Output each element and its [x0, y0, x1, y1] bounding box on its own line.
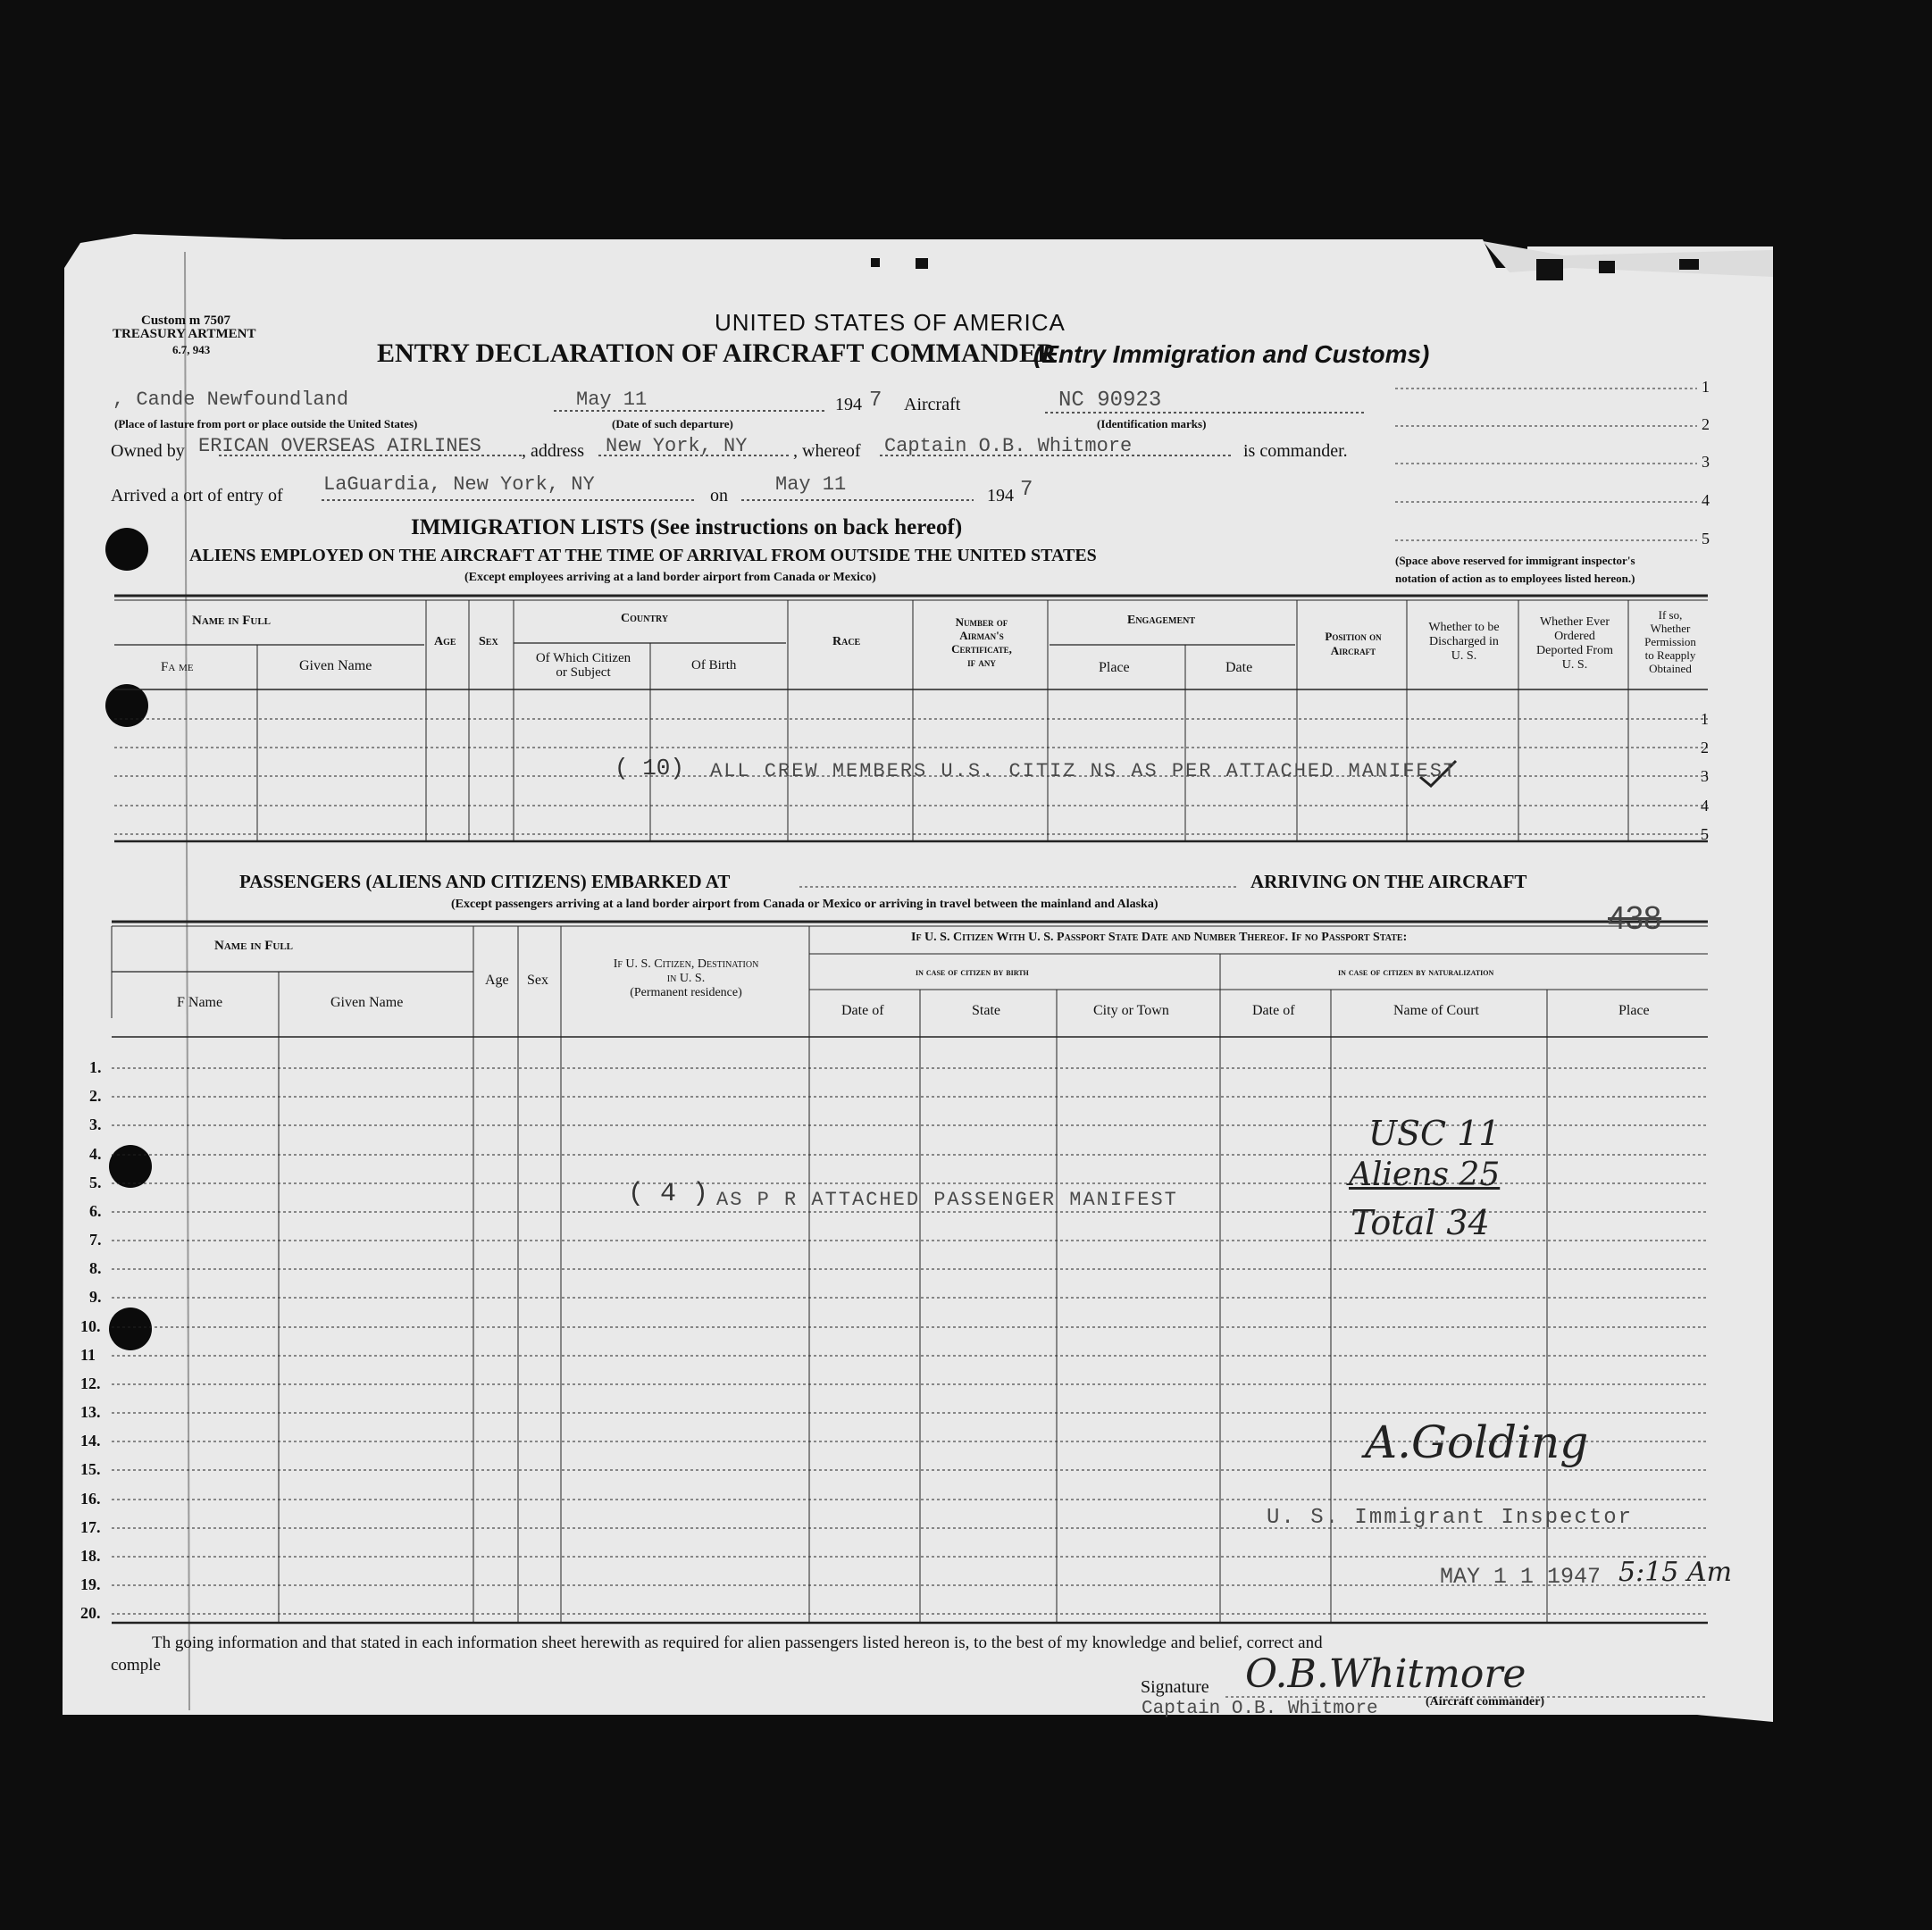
pax-header-date-birth: Date of [841, 1003, 884, 1018]
commander-suffix: is commander. [1243, 441, 1348, 461]
crew-header-date: Date [1225, 660, 1253, 675]
pax-row-number: 15. [80, 1460, 101, 1478]
immigration-title: IMMIGRATION LISTS (See instructions on back hereof) [411, 515, 963, 539]
crew-header-citizen: Of Which Citizen [535, 651, 631, 665]
reserved-line-number: 2 [1702, 415, 1710, 433]
crew-header-permission: Permission [1644, 635, 1696, 648]
reserved-line-number: 5 [1702, 530, 1710, 547]
form-title: ENTRY DECLARATION OF AIRCRAFT COMMANDER [377, 338, 1057, 368]
pax-row-number: 8. [89, 1259, 102, 1277]
pax-header-destination: (Permanent residence) [630, 986, 742, 999]
crew-row-number: 5 [1701, 825, 1709, 843]
passenger-count[interactable]: ( 4 ) [628, 1179, 709, 1209]
pax-header-destination: in U. S. [666, 972, 706, 985]
crew-header-position: Aircraft [1330, 644, 1376, 657]
pax-row-number: 4. [89, 1145, 102, 1163]
crew-header-family: Fa me [161, 660, 194, 674]
pax-row-number: 2. [89, 1087, 102, 1105]
reserved-line-number: 3 [1702, 453, 1710, 471]
check-mark-icon [1458, 750, 1459, 751]
crew-count[interactable]: ( 10) [615, 755, 685, 781]
aircraft-caption: (Identification marks) [1097, 417, 1207, 430]
immigration-note: (Except employees arriving at a land border airport from Canada or Mexico) [464, 571, 876, 584]
pax-header-by-naturalization: in case of citizen by naturalization [1338, 965, 1494, 978]
arrival-date[interactable]: May 11 [775, 473, 847, 496]
commander-name[interactable]: Captain O.B. Whitmore [884, 435, 1133, 457]
form-title-sub: (Entry Immigration and Customs) [1033, 340, 1430, 368]
pax-header-age: Age [485, 973, 509, 988]
pax-row-number: 1. [89, 1058, 102, 1076]
pax-row-number: 10. [80, 1317, 101, 1335]
pax-header-by-birth: in case of citizen by birth [916, 965, 1029, 978]
pax-row-number: 14. [80, 1432, 101, 1450]
crew-header-deported: U. S. [1561, 658, 1588, 672]
crew-row-number: 3 [1701, 767, 1709, 785]
pax-row-number: 6. [89, 1202, 102, 1220]
passengers-title: PASSENGERS (ALIENS AND CITIZENS) EMBARKED AT [239, 871, 731, 892]
crew-header-name: Name in Full [192, 614, 272, 628]
pax-header-court: Name of Court [1393, 1003, 1479, 1018]
punch-hole [105, 528, 148, 571]
pax-header-place: Place [1618, 1003, 1650, 1018]
crew-entry-text[interactable]: ALL CREW MEMBERS U.S. CITIZ NS AS PER ATTACHED MANIFEST [710, 760, 1458, 782]
inspector-stamp-date: MAY 1 1 1947 [1440, 1564, 1602, 1590]
crew-header-permission: Whether [1650, 622, 1691, 635]
passenger-entry-text[interactable]: AS P R ATTACHED PASSENGER MANIFEST [716, 1189, 1178, 1211]
inspector-time: 5:15 Am [1618, 1557, 1733, 1588]
year-prefix: 194 [835, 395, 862, 414]
place-caption: (Place of lasture from port or place outside the United States) [114, 417, 418, 430]
pax-header-given: Given Name [330, 995, 404, 1010]
place-of-departure[interactable]: , Cande Newfoundland [113, 389, 349, 411]
crew-header-deported: Whether Ever [1539, 615, 1610, 629]
port-of-entry[interactable]: LaGuardia, New York, NY [323, 473, 595, 496]
pax-header-sex: Sex [527, 973, 548, 988]
inspector-signature: A.Golding [1365, 1416, 1589, 1468]
whereof-label: , whereof [793, 441, 861, 461]
pax-header-passport: If U. S. Citizen With U. S. Passport State Date and Number Thereof. If no Passport State: [911, 931, 1408, 944]
declaration-text: Th going information and that stated in each information sheet herewith as required for alien passengers listed hereon is, to the best of my knowledge and belief, correct and [152, 1633, 1323, 1652]
crew-row-number: 1 [1701, 710, 1709, 728]
on-label: on [710, 486, 728, 505]
arrived-label: Arrived a ort of entry of [111, 486, 283, 505]
immigration-subtitle: ALIENS EMPLOYED ON THE AIRCRAFT AT THE TIME OF ARRIVAL FROM OUTSIDE THE UNITED STATES [189, 546, 1097, 565]
crew-header-airman: if any [967, 656, 996, 669]
crew-header-given: Given Name [299, 658, 372, 673]
commander-typed-name: Captain O.B. Whitmore [1142, 1699, 1378, 1719]
reserved-note: notation of action as to employees listed hereon.) [1395, 572, 1635, 585]
country-heading: UNITED STATES OF AMERICA [715, 309, 1066, 336]
crew-header-citizen: or Subject [556, 665, 611, 680]
date-caption: (Date of such departure) [612, 417, 733, 430]
crew-row-number: 4 [1701, 797, 1709, 815]
reserved-line-number: 4 [1702, 491, 1710, 509]
address[interactable]: New York, NY [606, 435, 748, 457]
crew-header-permission: Obtained [1649, 662, 1692, 675]
crew-header-permission: If so, [1658, 608, 1683, 622]
arrival-year-prefix: 194 [987, 486, 1014, 505]
date-of-departure[interactable]: May 11 [576, 389, 648, 411]
crew-header-airman: Airman's [959, 629, 1004, 642]
pax-row-number: 3. [89, 1115, 102, 1133]
punch-hole [109, 1145, 152, 1188]
declaration-text-cont: comple [111, 1656, 161, 1675]
reserved-note: (Space above reserved for immigrant inspector's [1395, 554, 1635, 567]
pax-row-number: 16. [80, 1490, 101, 1508]
pax-row-number: 5. [89, 1174, 102, 1191]
tally-usc: USC 11 [1368, 1114, 1501, 1153]
passengers-note: (Except passengers arriving at a land border airport from Canada or Mexico or arriving in travel between the mainland and Alaska) [451, 898, 1158, 911]
pax-row-number: 7. [89, 1231, 102, 1249]
pax-header-family: F Name [177, 995, 223, 1010]
crew-header-position: Position on [1325, 630, 1382, 643]
crew-header-discharged: U. S. [1451, 649, 1477, 663]
department: TREASURY ARTMENT [113, 327, 256, 341]
pax-row-number: 20. [80, 1604, 101, 1622]
crew-header-airman: Number of [955, 615, 1008, 629]
crew-row-number: 2 [1701, 739, 1709, 756]
reserved-line-number: 1 [1702, 378, 1710, 396]
aircraft-marks[interactable]: NC 90923 [1058, 389, 1162, 413]
form-number: Custom m 7507 [141, 313, 230, 328]
pax-row-number: 18. [80, 1547, 101, 1565]
crew-header-deported: Deported From [1536, 644, 1613, 657]
punch-hole [109, 1308, 152, 1350]
crew-header-birth: Of Birth [691, 658, 737, 673]
signature-label: Signature [1141, 1677, 1209, 1697]
pax-row-number: 17. [80, 1518, 101, 1536]
punch-hole [105, 684, 148, 727]
tally-aliens: Aliens 25 [1349, 1157, 1501, 1193]
crew-header-airman: Certificate, [951, 642, 1012, 656]
pax-row-number: 12. [80, 1374, 101, 1392]
crew-header-discharged: Discharged in [1429, 635, 1499, 648]
crew-header-deported: Ordered [1554, 630, 1595, 643]
arrival-year-digit[interactable]: 7 [1020, 478, 1033, 502]
inspector-title: U. S. Immigrant Inspector [1267, 1506, 1634, 1530]
aircraft-label: Aircraft [904, 395, 961, 414]
crew-header-permission: to Reapply [1644, 648, 1696, 662]
crew-header-discharged: Whether to be [1428, 621, 1500, 634]
pax-header-name: Name in Full [214, 939, 294, 953]
owned-by-label: Owned by [111, 441, 185, 461]
pax-row-number: 13. [80, 1403, 101, 1421]
signature-caption: (Aircraft commander) [1426, 1695, 1545, 1709]
tally-total: Total 34 [1351, 1203, 1490, 1242]
passengers-title-right: ARRIVING ON THE AIRCRAFT [1250, 871, 1527, 892]
pax-header-destination: If U. S. Citizen, Destination [613, 957, 759, 971]
crew-header-sex: Sex [479, 635, 498, 648]
crew-header-age: Age [434, 635, 456, 648]
pax-header-state: State [972, 1003, 1000, 1018]
address-label: , address [522, 441, 584, 461]
crew-header-country: Country [621, 612, 669, 625]
manifest-number-stamp: 438 [1608, 899, 1662, 936]
crew-header-race: Race [832, 635, 861, 648]
commander-signature: O.B.Whitmore [1245, 1651, 1526, 1697]
owner[interactable]: ERICAN OVERSEAS AIRLINES [198, 435, 481, 457]
pax-row-number: 11 [80, 1346, 96, 1364]
crew-header-engagement: Engagement [1127, 614, 1196, 627]
form-revision: 6.7, 943 [172, 343, 211, 356]
pax-row-number: 19. [80, 1575, 101, 1593]
pax-header-city: City or Town [1093, 1003, 1169, 1018]
pax-header-date-nat: Date of [1252, 1003, 1295, 1018]
pax-row-number: 9. [89, 1288, 102, 1306]
year-digit[interactable]: 7 [869, 389, 882, 413]
crew-header-place: Place [1099, 660, 1130, 675]
